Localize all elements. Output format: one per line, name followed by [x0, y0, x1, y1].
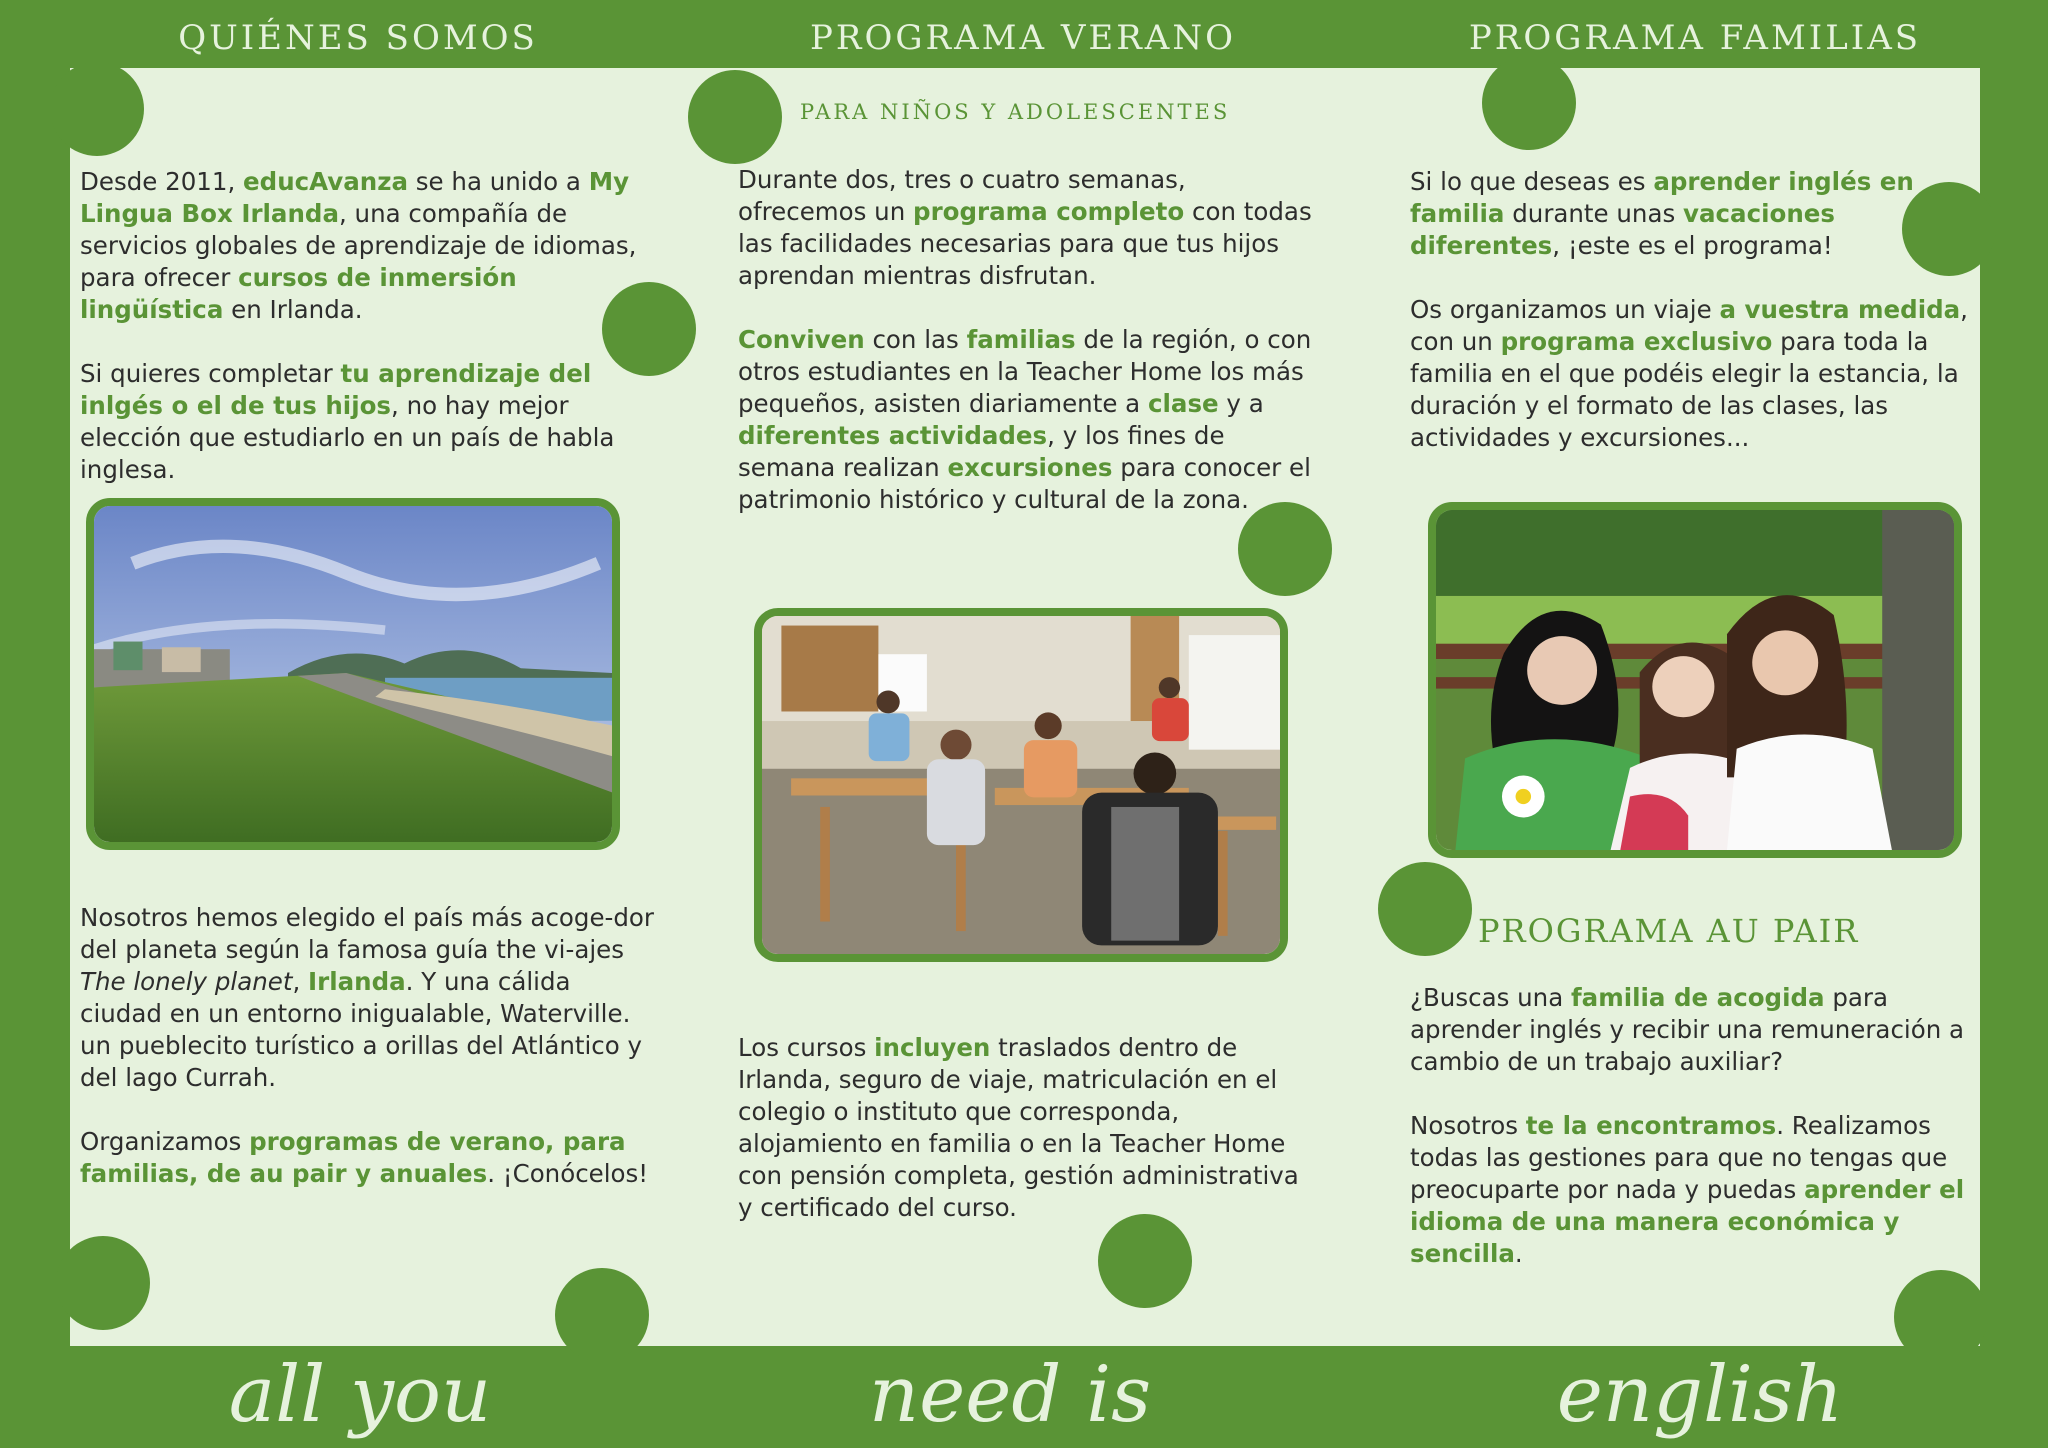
family-program-text — [1410, 166, 1985, 454]
heading-programa-au-pair: PROGRAMA AU PAIR — [1478, 912, 1860, 950]
photo-classroom — [754, 608, 1288, 962]
heading-quienes-somos: QUIÉNES SOMOS — [178, 18, 538, 58]
decor-dot — [1238, 502, 1332, 596]
decor-dot — [56, 1236, 150, 1330]
paragraph: Os organizamos un viaje a vuestra medida, con un programa exclusivo para toda la familia en el que podéis elegir la estancia, la duración y el formato de las clases, las actividades y excursiones... — [1410, 295, 1968, 452]
photo-coastline — [86, 498, 620, 850]
paragraph: ¿Buscas una familia de acogida para aprender inglés y recibir una remuneración a cambio de un trabajo auxiliar? — [1410, 983, 1965, 1076]
intro-text — [80, 166, 650, 486]
summer-program-text — [738, 164, 1313, 516]
subheading-ninos-adolescentes: PARA NIÑOS Y ADOLESCENTES — [800, 100, 1231, 124]
heading-programa-familias: PROGRAMA FAMILIAS — [1468, 18, 1922, 58]
slogan-need-is: need is — [868, 1350, 1152, 1440]
paragraph: Si lo que deseas es aprender inglés en familia durante unas vacaciones diferentes, ¡este es el programa! — [1410, 167, 1914, 260]
paragraph: Organizamos programas de verano, para familias, de au pair y anuales. ¡Conócelos! — [80, 1127, 649, 1188]
paragraph: Nosotros hemos elegido el país más acoge-dor del planeta según la famosa guía the vi-ajes The lonely planet, Irlanda. Y una cálida ciudad en un entorno inigualable, Waterville. un pueblecito turístico a orillas del Atlántico y del lago Currah. — [80, 903, 654, 1092]
paragraph: Conviven con las familias de la región, o con otros estudiantes en la Teacher Home los más pequeños, asisten diariamente a clase y a diferentes actividades, y los fines de semana realizan excursiones para conocer el patrimonio histórico y cultural de la zona. — [738, 325, 1312, 514]
slogan-all-you: all you — [228, 1350, 492, 1440]
includes-text — [738, 1032, 1313, 1224]
paragraph: Durante dos, tres o cuatro semanas, ofrecemos un programa completo con todas las facilidades necesarias para que tus hijos aprendan mientras disfrutan. — [738, 165, 1312, 290]
paragraph: Los cursos incluyen traslados dentro de Irlanda, seguro de viaje, matriculación en el colegio o instituto que corresponda, alojamiento en familia o en la Teacher Home con pensión completa, gestión administrativa y certificado del curso. — [738, 1033, 1299, 1222]
au-pair-text — [1410, 982, 1985, 1270]
decor-dot — [1098, 1214, 1192, 1308]
paragraph: Nosotros te la encontramos. Realizamos todas las gestiones para que no tengas que preocuparte por nada y puedas aprender el idioma de una manera económica y sencilla. — [1410, 1111, 1965, 1268]
paragraph: Si quieres completar tu aprendizaje del inlgés o el de tus hijos, no hay mejor elección que estudiarlo en un país de habla inglesa. — [80, 359, 615, 484]
decor-dot — [688, 70, 782, 164]
decor-dot — [50, 62, 144, 156]
decor-dot — [1378, 862, 1472, 956]
destination-text — [80, 902, 655, 1190]
paragraph: Desde 2011, educAvanza se ha unido a My Lingua Box Irlanda, una compañía de servicios globales de aprendizaje de idiomas, para ofrecer cursos de inmersión lingüística en Irlanda. — [80, 167, 637, 324]
slogan-english: english — [1556, 1350, 1844, 1440]
heading-programa-verano: PROGRAMA VERANO — [810, 18, 1236, 58]
decor-dot — [1482, 56, 1576, 150]
photo-family — [1428, 502, 1962, 858]
